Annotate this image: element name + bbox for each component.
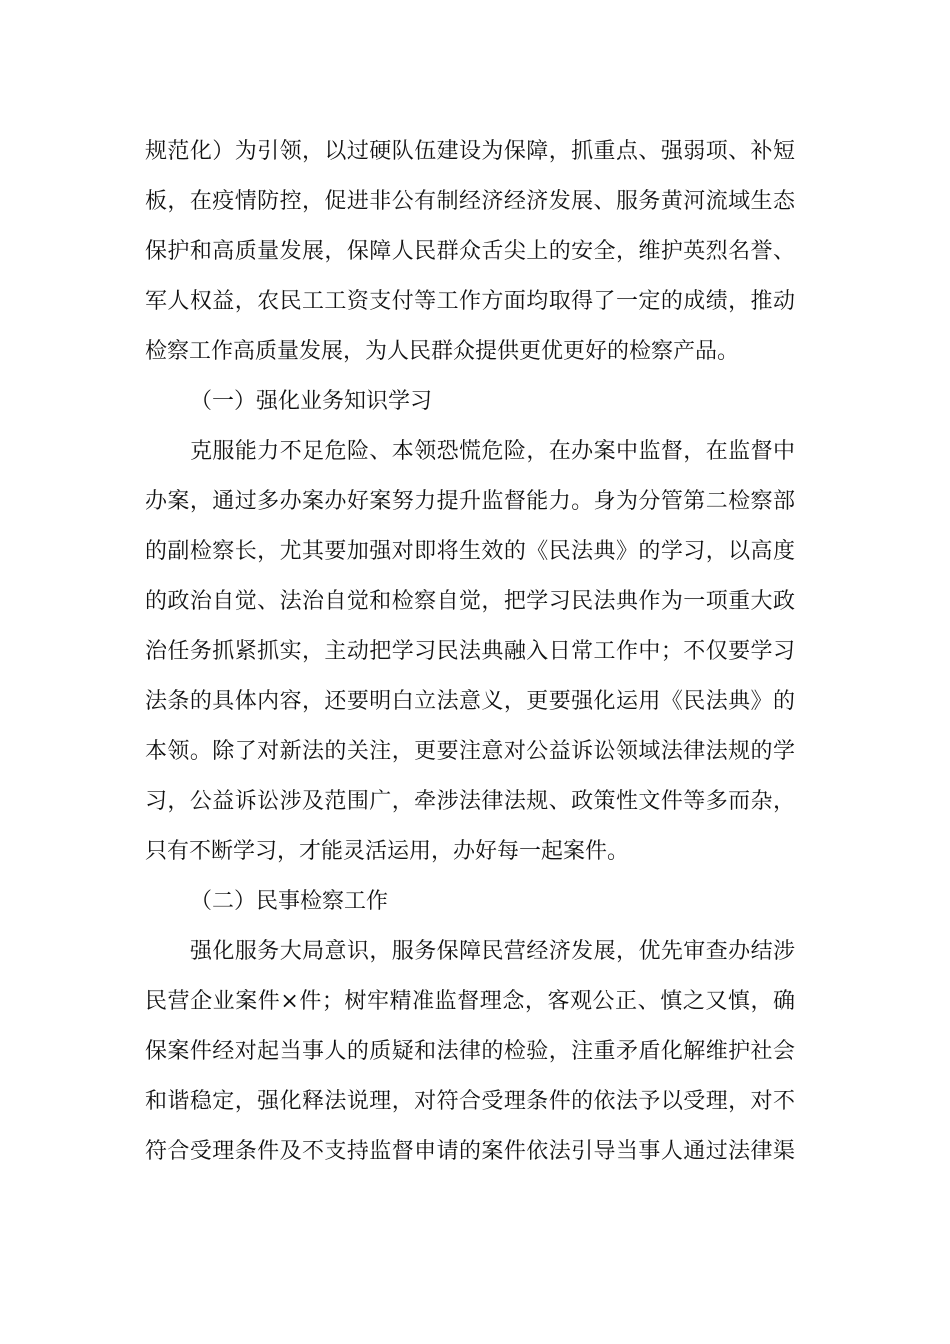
section-heading: （一）强化业务知识学习	[190, 389, 433, 414]
text-line: 法条的具体内容，还要明白立法意义，更要强化运用《民法典》的	[145, 689, 795, 714]
text-line: 强化服务大局意识，服务保障民营经济发展，优先审查办结涉	[190, 939, 795, 964]
text-line: 本领。除了对新法的关注，更要注意对公益诉讼领域法律法规的学	[145, 739, 795, 764]
text-line: 检察工作高质量发展，为人民群众提供更优更好的检察产品。	[145, 339, 740, 364]
text-line: 规范化）为引领，以过硬队伍建设为保障，抓重点、强弱项、补短	[145, 139, 795, 164]
text-line: 克服能力不足危险、本领恐慌危险，在办案中监督，在监督中	[190, 439, 795, 464]
text-line: 民营企业案件×件；树牢精准监督理念，客观公正、慎之又慎，确	[145, 989, 795, 1014]
text-line: 的副检察长，尤其要加强对即将生效的《民法典》的学习，以高度	[145, 539, 795, 564]
text-line: 板，在疫情防控，促进非公有制经济经济发展、服务黄河流域生态	[145, 189, 795, 214]
section-heading: （二）民事检察工作	[190, 889, 389, 914]
text-line: 办案，通过多办案办好案努力提升监督能力。身为分管第二检察部	[145, 489, 795, 514]
text-line: 习，公益诉讼涉及范围广，牵涉法律法规、政策性文件等多而杂，	[145, 789, 795, 814]
text-line: 和谐稳定，强化释法说理，对符合受理条件的依法予以受理，对不	[145, 1089, 795, 1114]
text-line: 保护和高质量发展，保障人民群众舌尖上的安全，维护英烈名誉、	[145, 239, 795, 264]
text-line: 只有不断学习，才能灵活运用，办好每一起案件。	[145, 839, 630, 864]
text-line: 符合受理条件及不支持监督申请的案件依法引导当事人通过法律渠	[145, 1139, 795, 1164]
text-line: 保案件经对起当事人的质疑和法律的检验，注重矛盾化解维护社会	[145, 1039, 795, 1064]
text-line: 军人权益，农民工工资支付等工作方面均取得了一定的成绩，推动	[145, 289, 795, 314]
text-line: 的政治自觉、法治自觉和检察自觉，把学习民法典作为一项重大政	[145, 589, 795, 614]
text-line: 治任务抓紧抓实，主动把学习民法典融入日常工作中；不仅要学习	[145, 639, 795, 664]
